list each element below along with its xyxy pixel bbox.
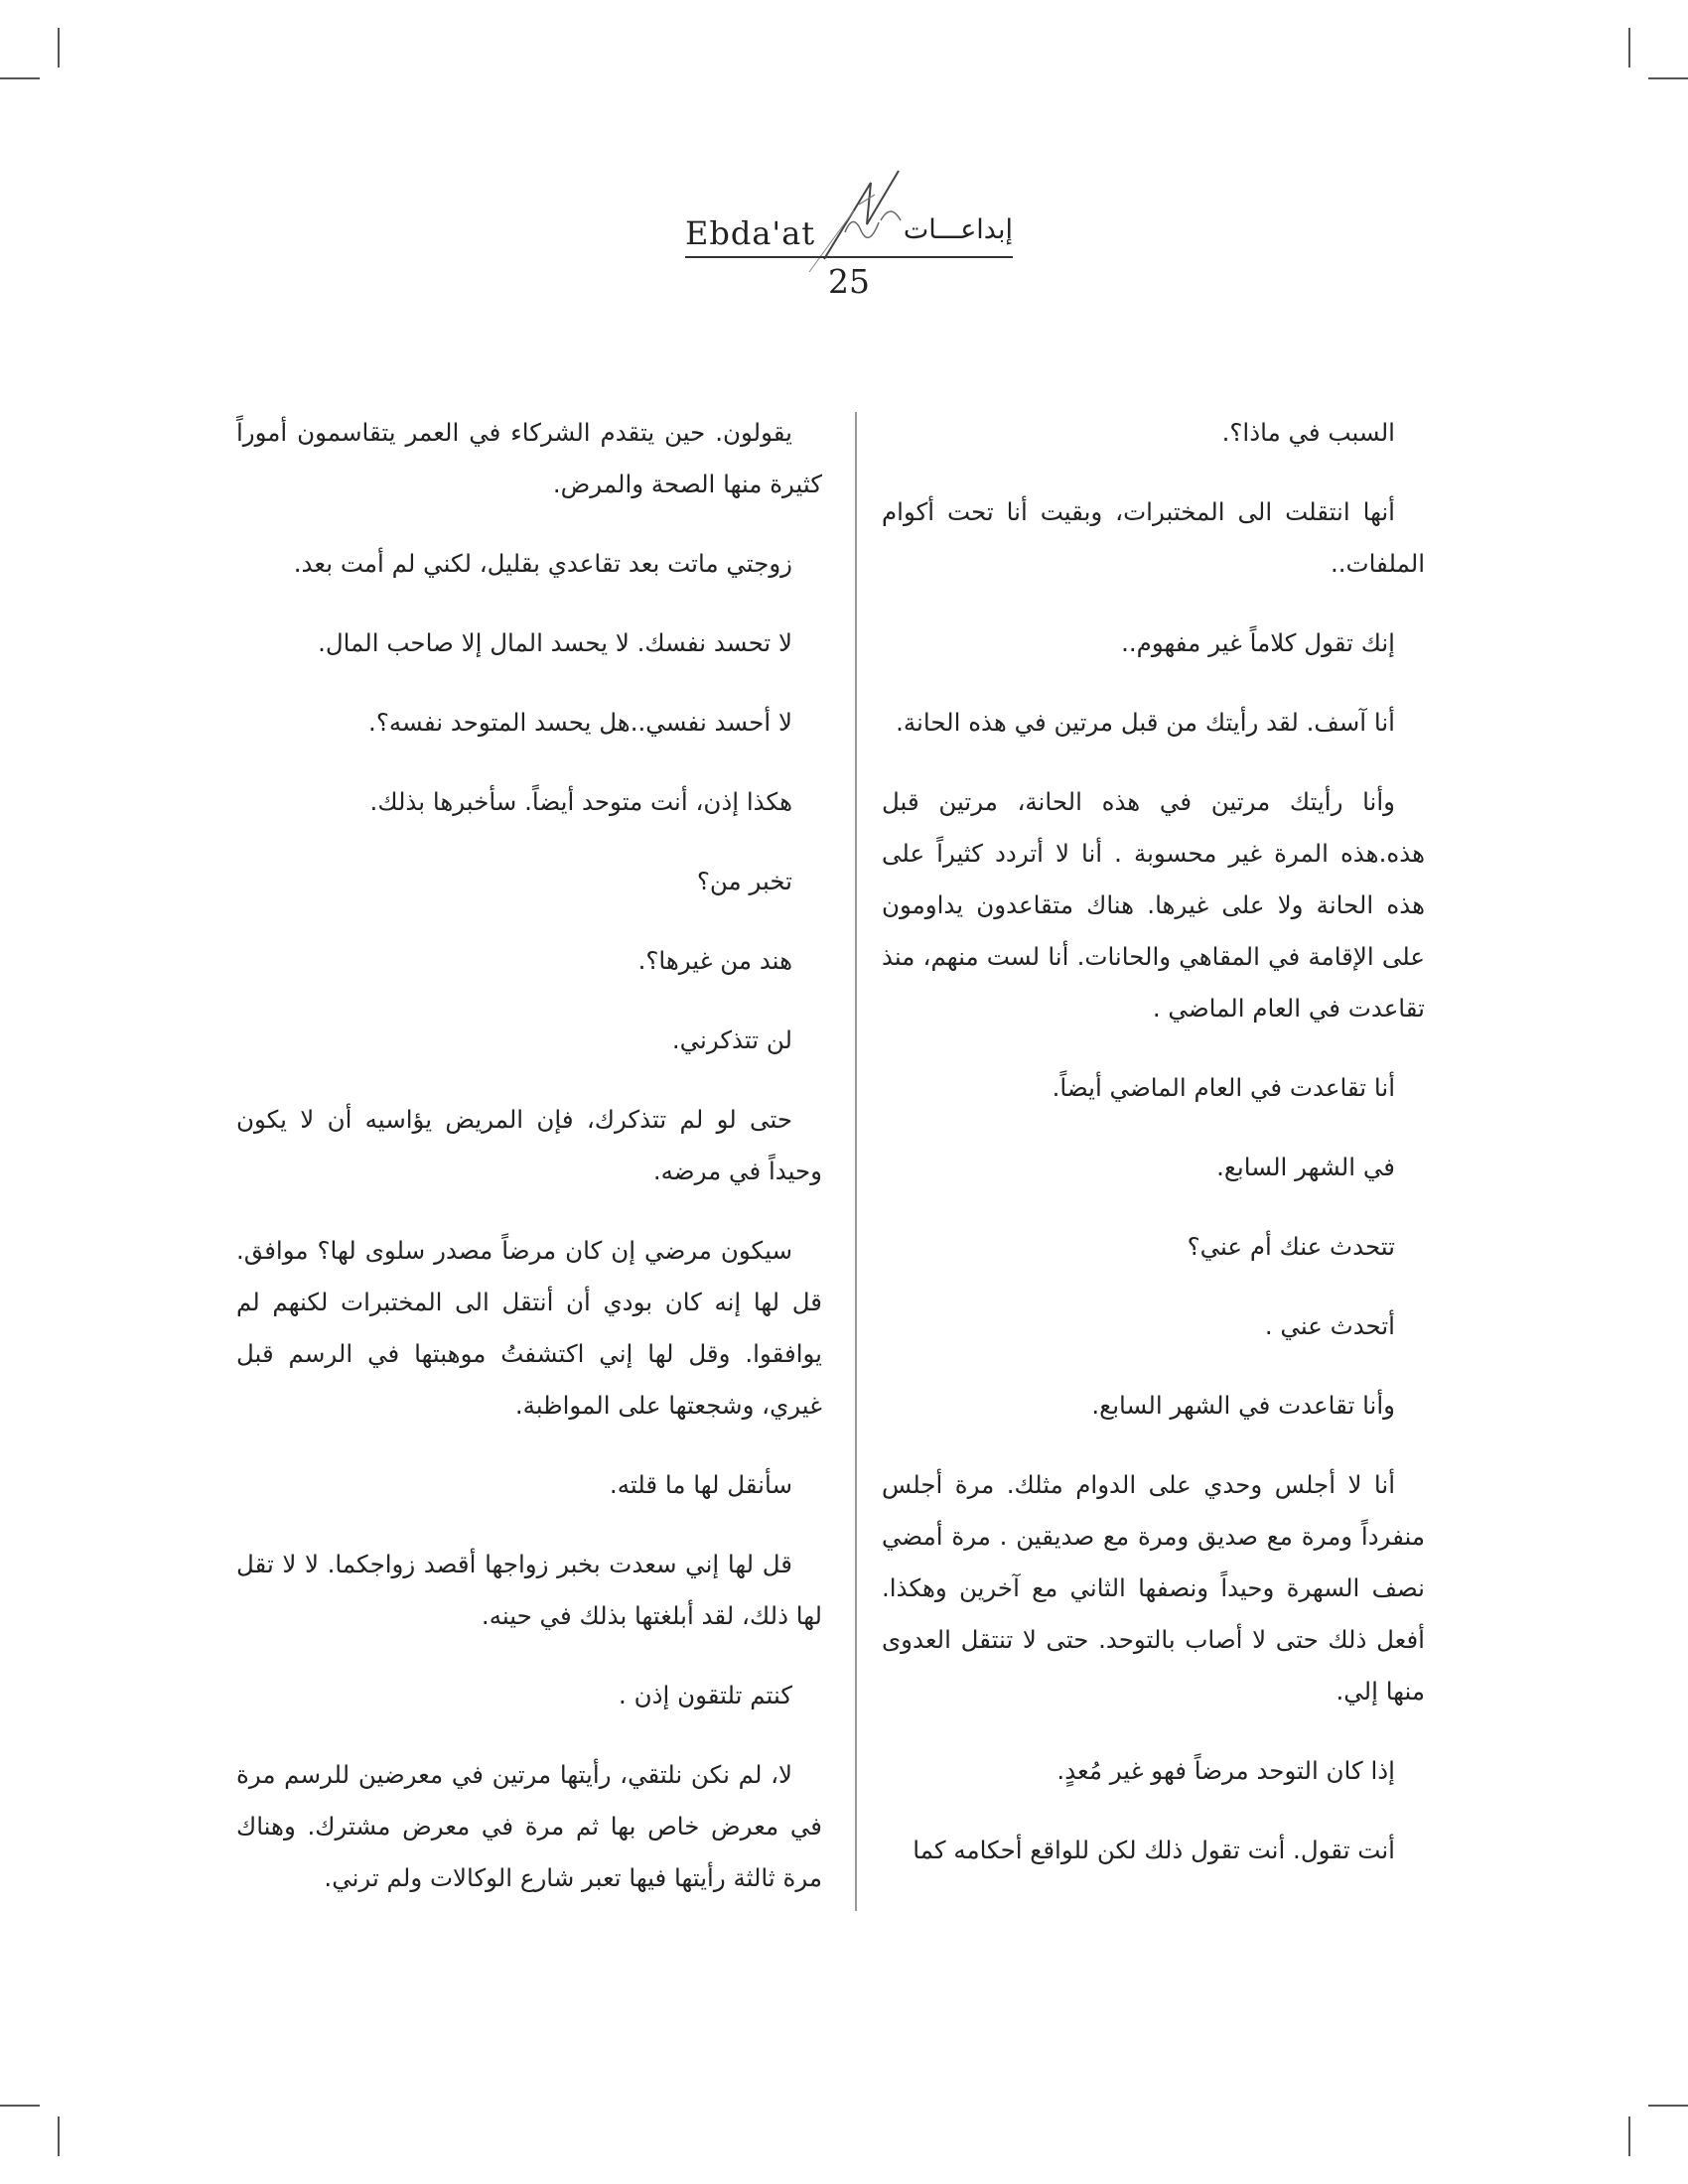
paragraph: لن تتذكرني. bbox=[671, 1025, 792, 1054]
crop-mark-top-right-h bbox=[1648, 77, 1688, 79]
crop-mark-bottom-left-h bbox=[0, 2105, 40, 2107]
paragraph: تخبر من؟ bbox=[696, 867, 792, 895]
paragraph: سيكون مرضي إن كان مرضاً مصدر سلوى لها؟ موافق. قل لها إنه كان بودي أن أنتقل الى المختبرات لكنهم لم يوافقوا. وقل لها إني اكتشفتُ موهبتها في الرسم قبل غيري، وشجعتها على المواظبة. bbox=[236, 1236, 822, 1420]
paragraph: سأنقل لها ما قلته. bbox=[609, 1470, 792, 1499]
paragraph: هند من غيرها؟. bbox=[637, 946, 792, 975]
paragraph: أنا لا أجلس وحدي على الدوام مثلك. مرة أجلس منفرداً ومرة مع صديق ومرة مع صديقين . مرة أمضي نصف السهرة وحيداً ونصفها الثاني مع آخرين وهكذا. أفعل ذلك حتى لا أصاب بالتوحد. حتى لا تنتقل العدوى منها إلي. bbox=[882, 1470, 1425, 1706]
paragraph: أنت تقول. أنت تقول ذلك لكن للواقع أحكامه كما bbox=[913, 1836, 1395, 1864]
paragraph: وأنا تقاعدت في الشهر السابع. bbox=[1091, 1391, 1395, 1420]
paragraph: زوجتي ماتت بعد تقاعدي بقليل، لكني لم أمت بعد. bbox=[293, 549, 792, 578]
paragraph: أنا تقاعدت في العام الماضي أيضاً. bbox=[1052, 1073, 1395, 1102]
header-arabic-title: إبداعـــات bbox=[903, 214, 1013, 245]
crop-mark-top-left bbox=[58, 28, 60, 68]
paragraph: كنتم تلتقون إذن . bbox=[619, 1681, 792, 1709]
page-number: 25 bbox=[828, 262, 870, 301]
paragraph: قل لها إني سعدت بخبر زواجها أقصد زواجكما. لا لا تقل لها ذلك، لقد أبلغتها بذلك في حينه. bbox=[236, 1550, 822, 1630]
crop-mark-top-left-h bbox=[0, 77, 40, 79]
paragraph: أنا آسف. لقد رأيتك من قبل مرتين في هذه الحانة. bbox=[896, 708, 1395, 737]
right-column bbox=[882, 407, 1425, 1904]
paragraph: وأنا رأيتك مرتين في هذه الحانة، مرتين قبل هذه.هذه المرة غير محسوبة . أنا لا أتردد كثيراً على هذه الحانة ولا على غيرها. هناك متقاعدون يداومون على الإقامة في المقاهي والحانات. أنا لست منهم، منذ تقاعدت في العام الماضي . bbox=[882, 787, 1425, 1023]
paragraph: إذا كان التوحد مرضاً فهو غير مُعدٍ. bbox=[1056, 1756, 1395, 1785]
paragraph: هكذا إذن، أنت متوحد أيضاً. سأخبرها بذلك. bbox=[369, 787, 792, 816]
running-header bbox=[685, 165, 1013, 301]
paragraph: السبب في ماذا؟. bbox=[1221, 418, 1395, 447]
paragraph: إنك تقول كلاماً غير مفهوم.. bbox=[1121, 628, 1395, 657]
crop-mark-bottom-right-h bbox=[1648, 2105, 1688, 2107]
header-latin-title: Ebda'at bbox=[685, 214, 816, 252]
paragraph: لا أحسد نفسي..هل يحسد المتوحد نفسه؟. bbox=[368, 708, 792, 737]
crop-mark-bottom-right bbox=[1628, 2116, 1630, 2156]
paragraph: أنها انتقلت الى المختبرات، وبقيت أنا تحت أكوام الملفات.. bbox=[882, 497, 1425, 578]
paragraph: حتى لو لم تتذكرك، فإن المريض يؤاسيه أن لا يكون وحيداً في مرضه. bbox=[236, 1105, 822, 1185]
paragraph: لا تحسد نفسك. لا يحسد المال إلا صاحب المال. bbox=[318, 628, 792, 657]
header-rule bbox=[685, 256, 1013, 258]
paragraph: أتحدث عني . bbox=[1264, 1311, 1395, 1340]
left-column bbox=[236, 407, 822, 1932]
column-divider bbox=[855, 412, 857, 1911]
paragraph: لا، لم نكن نلتقي، رأيتها مرتين في معرضين للرسم مرة في معرض خاص بها ثم مرة في معرض مشترك. وهناك مرة ثالثة رأيتها فيها تعبر شارع الوكالات ولم ترني. bbox=[236, 1760, 822, 1892]
paragraph: يقولون. حين يتقدم الشركاء في العمر يتقاسمون أموراً كثيرة منها الصحة والمرض. bbox=[236, 418, 822, 498]
crop-mark-top-right bbox=[1628, 28, 1630, 68]
paragraph: في الشهر السابع. bbox=[1216, 1153, 1395, 1181]
paragraph: تتحدث عنك أم عني؟ bbox=[1187, 1232, 1395, 1261]
crop-mark-bottom-left bbox=[58, 2116, 60, 2156]
